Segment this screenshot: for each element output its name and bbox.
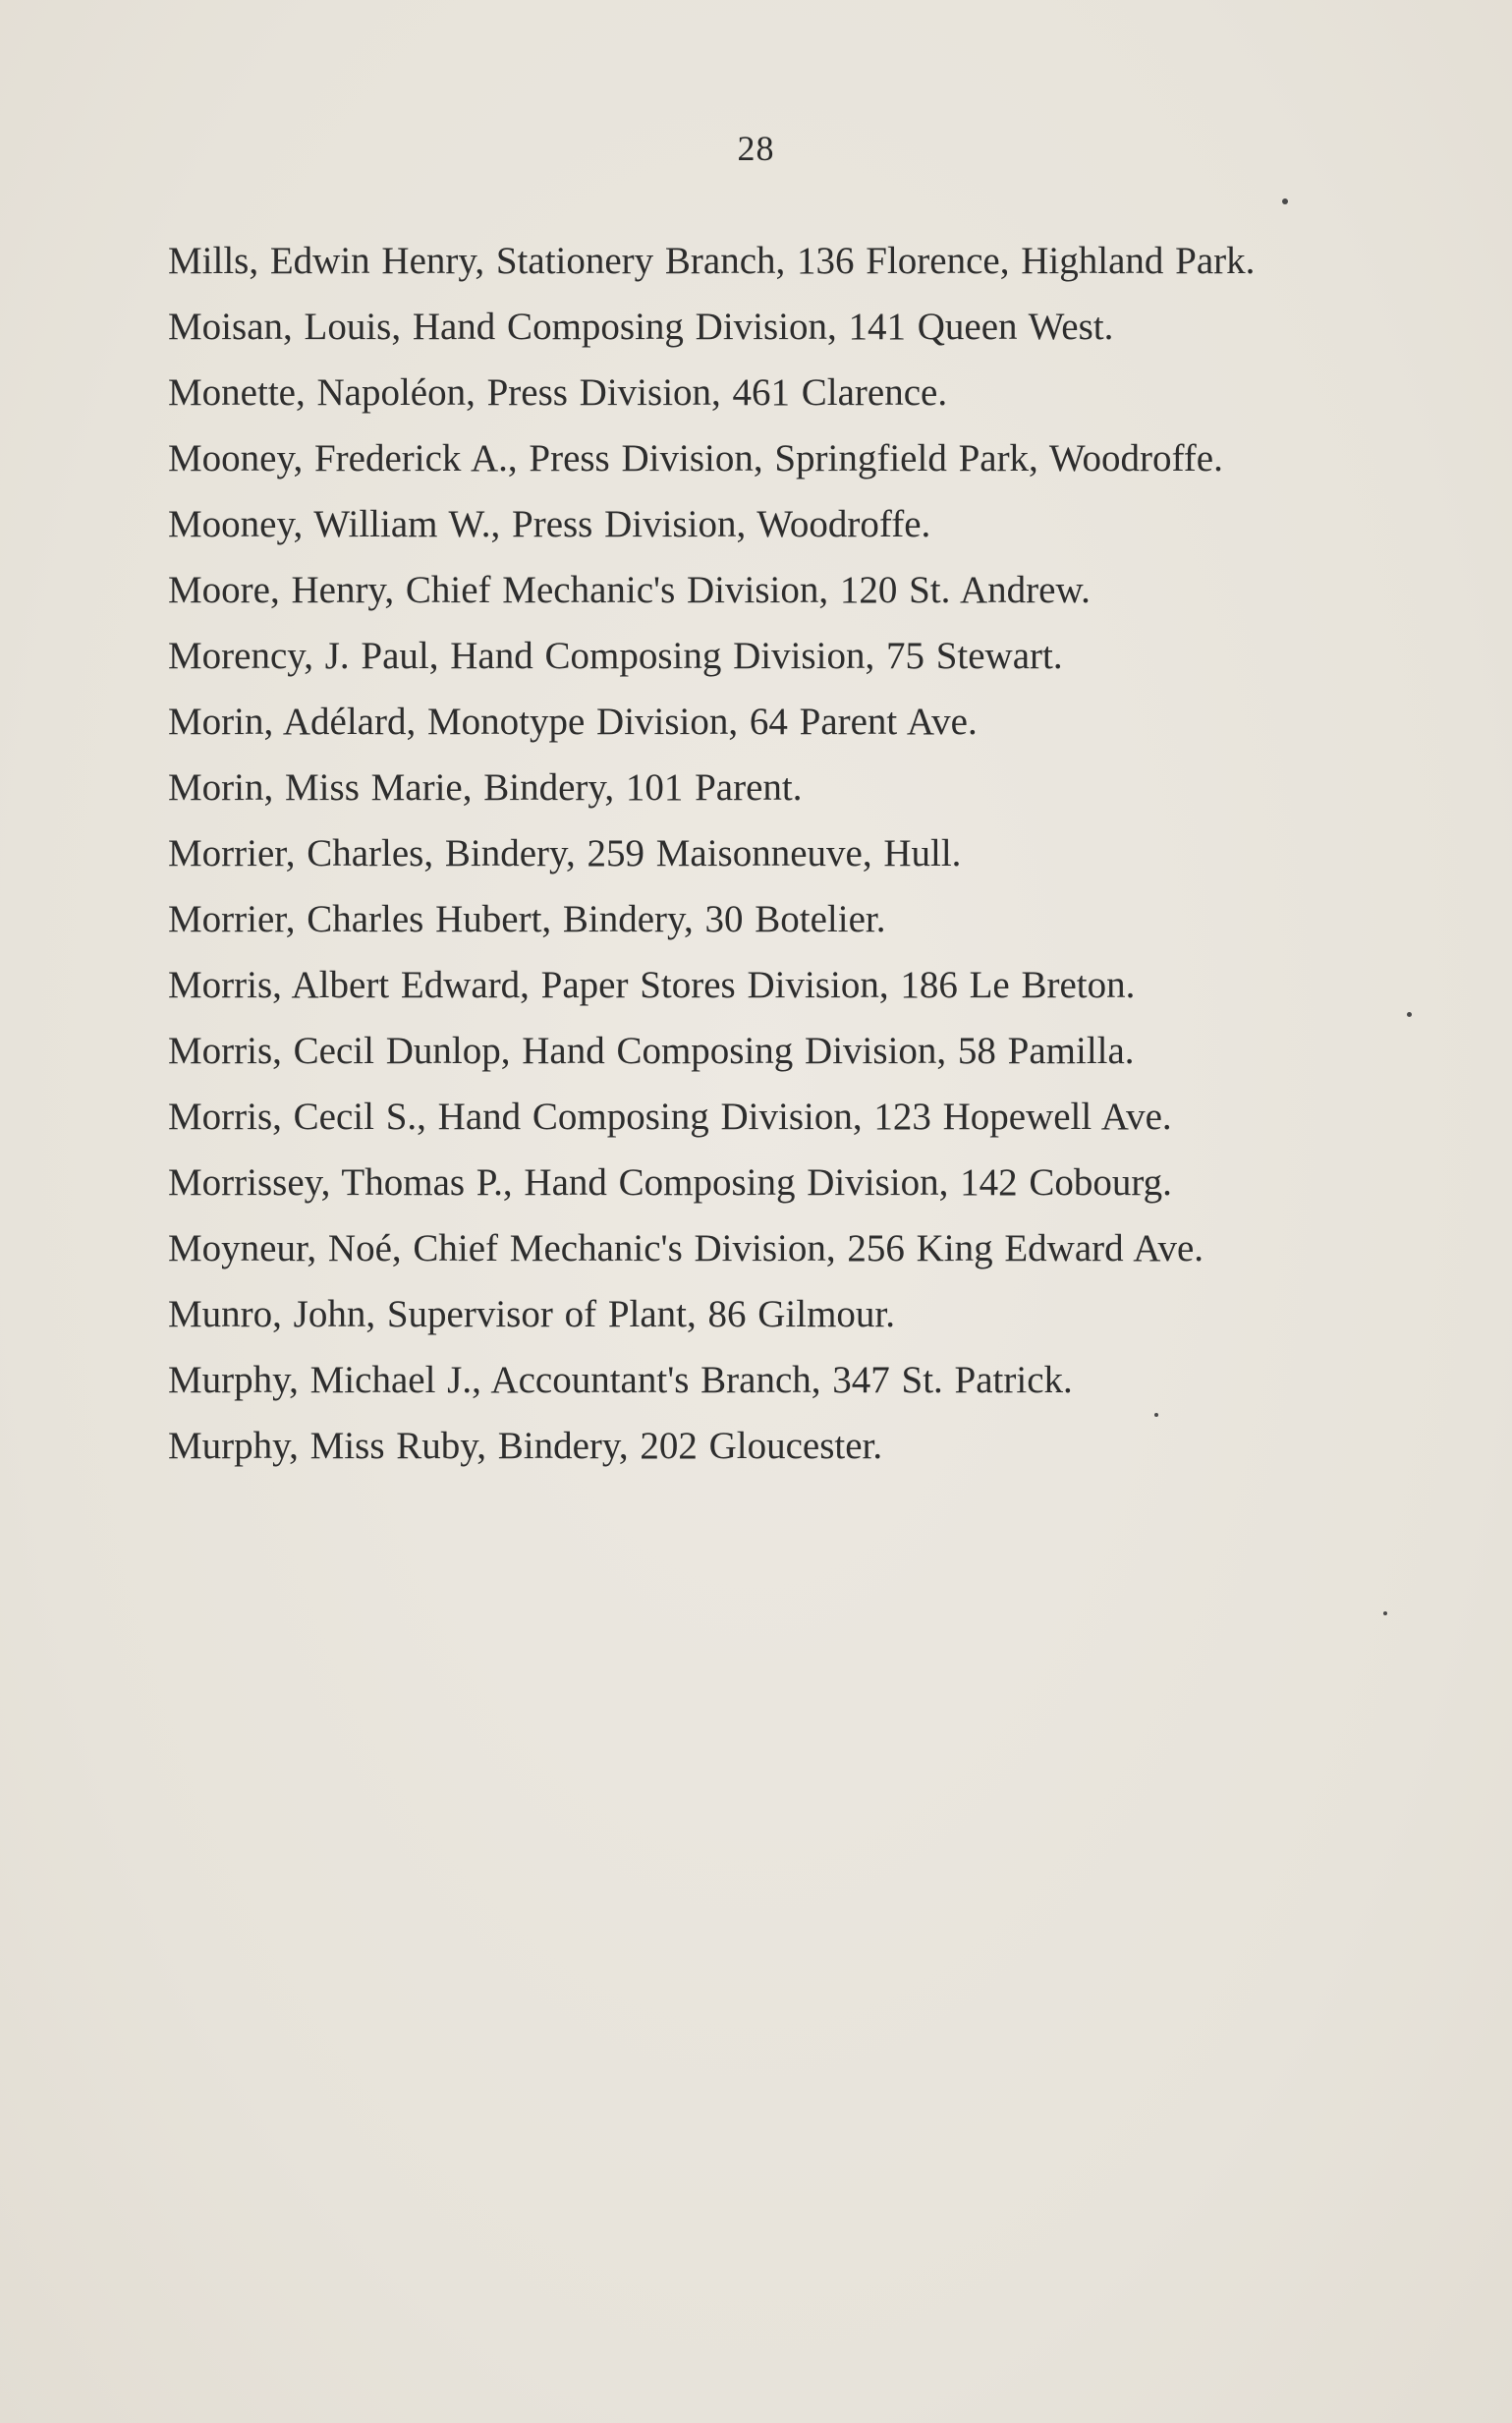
directory-entry: Morin, Adélard, Monotype Division, 64 Parent Ave. (168, 701, 978, 743)
directory-entry: Moisan, Louis, Hand Composing Division, 141 Queen West. (168, 306, 1114, 348)
directory-entry: Mooney, Frederick A., Press Division, Springfield Park, Woodroffe. (168, 437, 1223, 479)
directory-entry: Moore, Henry, Chief Mechanic's Division, 120 St. Andrew. (168, 569, 1091, 611)
page-number: 28 (737, 129, 775, 168)
directory-entry: Moyneur, Noé, Chief Mechanic's Division, 256 King Edward Ave. (168, 1227, 1204, 1269)
directory-entry: Morrissey, Thomas P., Hand Composing Division, 142 Cobourg. (168, 1161, 1172, 1204)
directory-entry: Murphy, Miss Ruby, Bindery, 202 Gloucester. (168, 1425, 883, 1467)
directory-entry: Monette, Napoléon, Press Division, 461 Clarence. (168, 371, 948, 414)
directory-entry: Morin, Miss Marie, Bindery, 101 Parent. (168, 766, 803, 809)
directory-entry: Mills, Edwin Henry, Stationery Branch, 136 Florence, Highland Park. (168, 240, 1256, 282)
directory-entry: Morrier, Charles, Bindery, 259 Maisonneuve, Hull. (168, 832, 962, 874)
directory-entry: Morris, Cecil S., Hand Composing Division, 123 Hopewell Ave. (168, 1096, 1172, 1138)
directory-list (168, 242, 1352, 1493)
paper-speck (1154, 1413, 1158, 1417)
paper-speck (1407, 1012, 1412, 1017)
directory-entry: Morris, Albert Edward, Paper Stores Division, 186 Le Breton. (168, 964, 1136, 1006)
directory-entry: Mooney, William W., Press Division, Woodroffe. (168, 503, 931, 545)
directory-entry: Murphy, Michael J., Accountant's Branch, 347 St. Patrick. (168, 1359, 1073, 1401)
paper-speck (1282, 198, 1288, 204)
directory-entry: Morrier, Charles Hubert, Bindery, 30 Botelier. (168, 898, 886, 940)
directory-entry: Munro, John, Supervisor of Plant, 86 Gilmour. (168, 1293, 895, 1335)
directory-entry: Morris, Cecil Dunlop, Hand Composing Division, 58 Pamilla. (168, 1030, 1135, 1072)
paper-speck (1383, 1611, 1387, 1615)
directory-entry: Morency, J. Paul, Hand Composing Division, 75 Stewart. (168, 635, 1063, 677)
